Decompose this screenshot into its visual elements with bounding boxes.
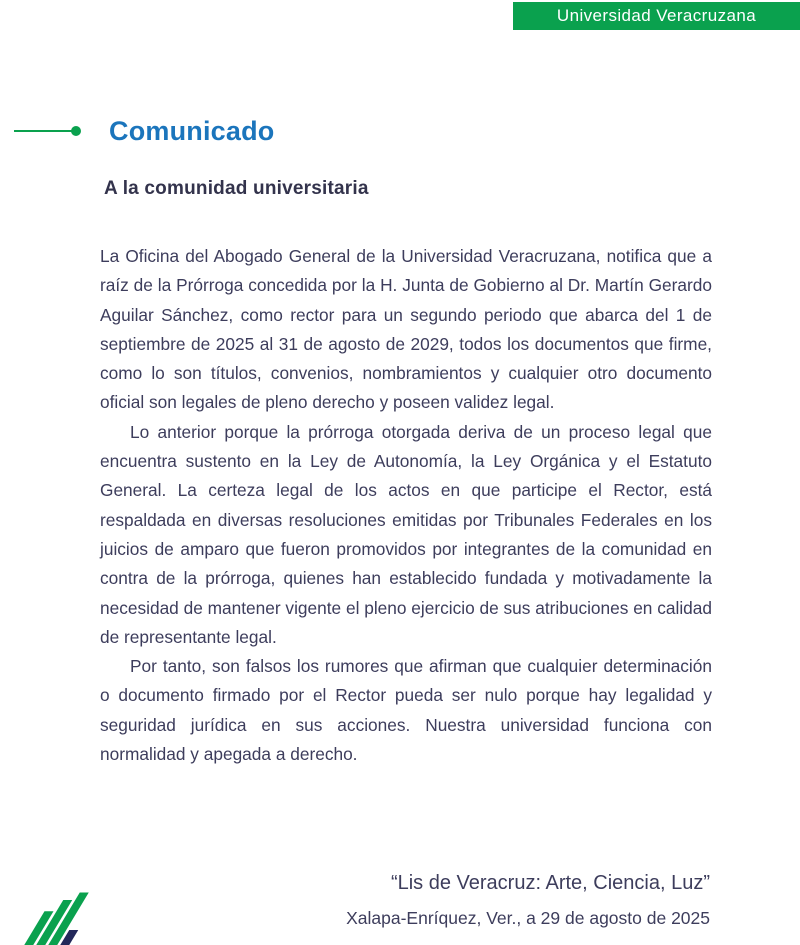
motto-quote: “Lis de Veracruz: Arte, Ciencia, Luz” bbox=[390, 872, 710, 894]
university-banner bbox=[513, 2, 800, 30]
article-subtitle: A la comunidad universitaria bbox=[104, 178, 369, 199]
page-title: Comunicado bbox=[109, 115, 275, 146]
body-paragraph: La Oficina del Abogado General de la Universidad Veracruzana, notifica que a raíz de la Prórroga concedida por la H. Junta de Gobierno al Dr. Martín Gerardo Aguilar Sánchez, como rector para un segundo periodo que abarca del 1 de septiembre de 2025 al 31 de agosto de 2029, todos los documentos que firme, como lo son títulos, convenios, nombramientos y cualquier otro documento oficial son legales de pleno derecho y poseen validez legal. bbox=[100, 246, 712, 413]
body-paragraph: Por tanto, son falsos los rumores que afirman que cualquier determinación o documento firmado por el Rector pueda ser nulo porque hay legalidad y seguridad jurídica en sus acciones. Nuestra universidad funciona con normalidad y apegada a derecho. bbox=[100, 656, 712, 765]
uv-lis-stripes-icon bbox=[18, 885, 92, 945]
title-row bbox=[0, 114, 275, 148]
article-body bbox=[100, 242, 712, 769]
dateline: Xalapa-Enríquez, Ver., a 29 de agosto de 2025 bbox=[346, 908, 710, 928]
university-banner-label: Universidad Veracruzana bbox=[556, 6, 757, 25]
green-rule-icon bbox=[14, 130, 72, 133]
body-paragraph: Lo anterior porque la prórroga otorgada deriva de un proceso legal que encuentra sustento en la Ley de Autonomía, la Ley Orgánica y el Estatuto General. La certeza legal de los actos en que participe el Rector, está respaldada en diversas resoluciones emitidas por Tribunales Federales en los juicios de amparo que fueron promovidos por integrantes de la comunidad en contra de la prórroga, quienes han establecido fundada y motivadamente la necesidad de mantener vigente el pleno ejercicio de sus atribuciones en calidad de representante legal. bbox=[100, 421, 712, 647]
green-dot-icon bbox=[71, 126, 81, 136]
